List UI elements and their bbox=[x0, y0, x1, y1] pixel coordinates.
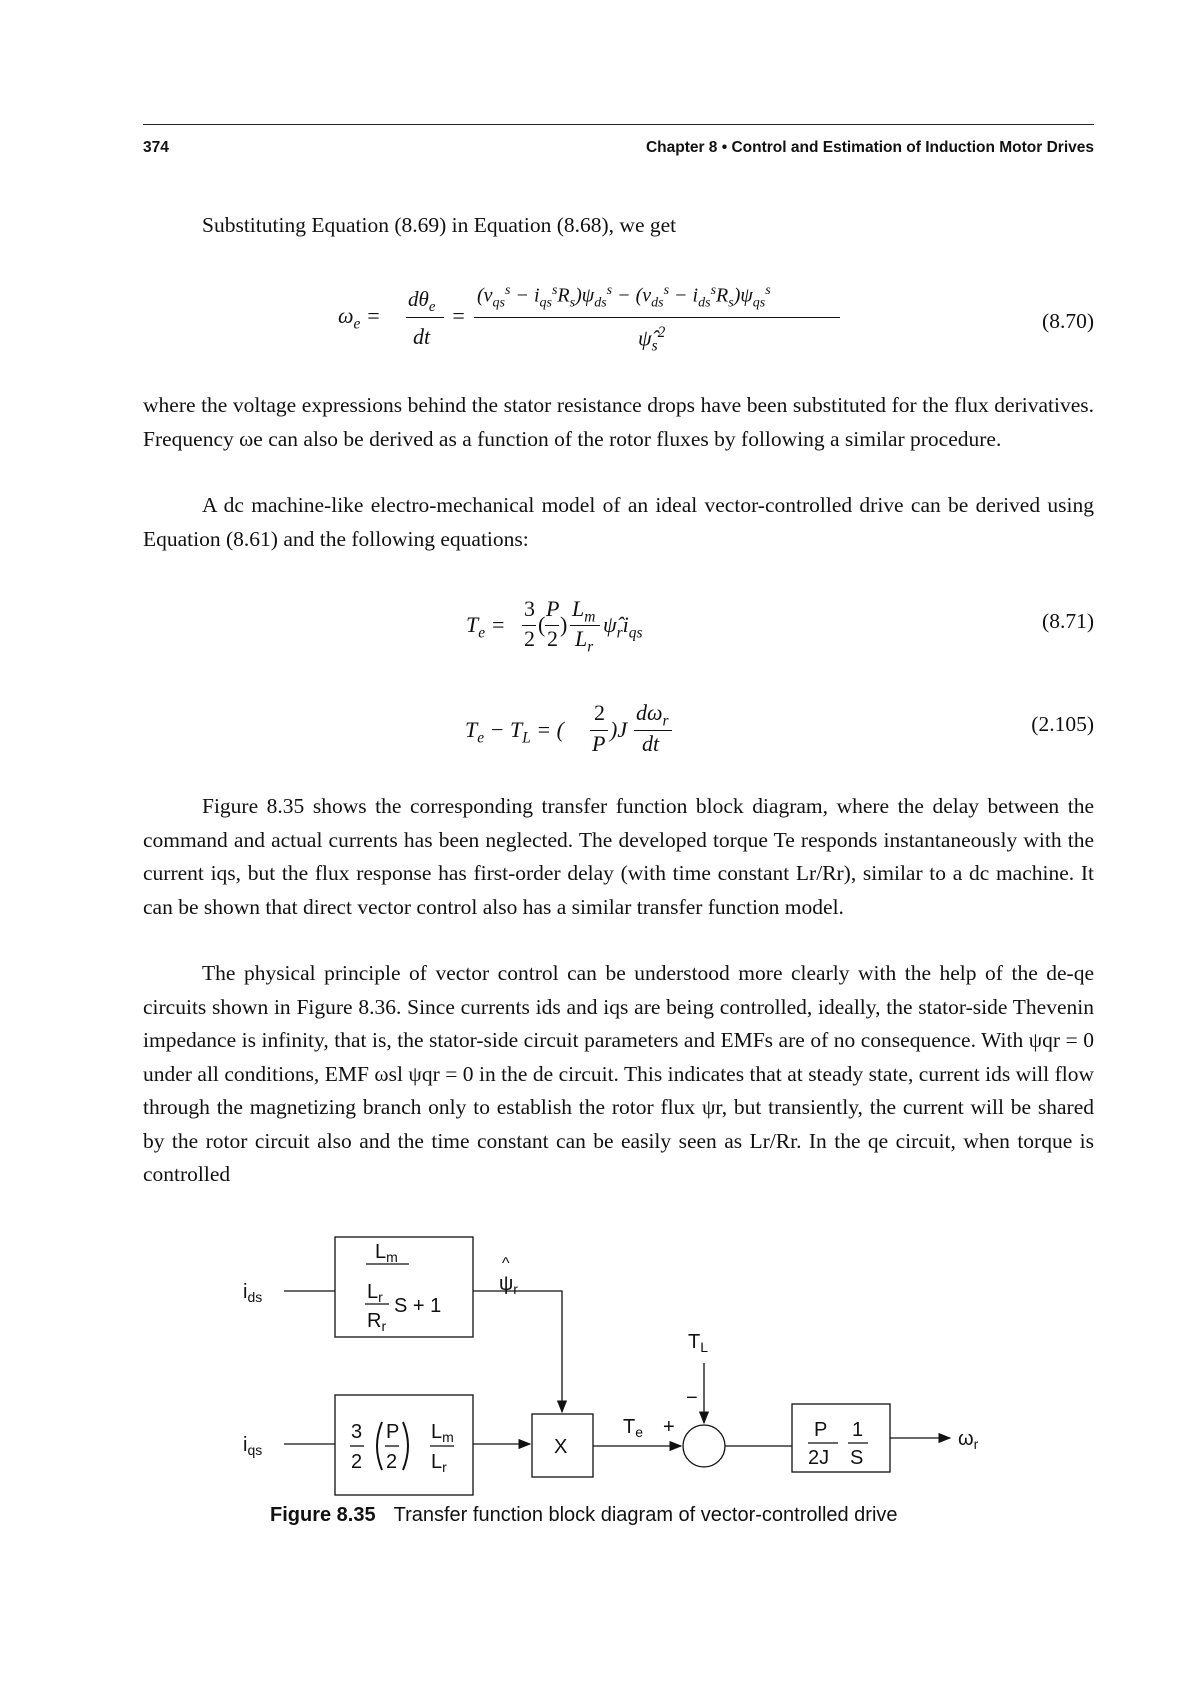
mech-block-p: P bbox=[814, 1419, 828, 1441]
flux-block-lr: $L_r$ bbox=[367, 1281, 383, 1305]
flux-block-s-term: S + 1 bbox=[394, 1295, 442, 1317]
torque-constant-block bbox=[335, 1395, 473, 1495]
output-label: $\omega_r$ bbox=[958, 1428, 979, 1452]
torque-block-3: 3 bbox=[351, 1421, 363, 1443]
page: 374 Chapter 8 • Control and Estimation of Induction Motor Drives Substituting Equation (8.69) in Equation (8.68), we get $\omega_e$ = $d\theta_e$ dt = $(v_{qs}^s - i_{qs}^sR_s)\psi_{ds}^s - (v_{ds}^s - i_{ds}^sR_s)\psi_{qs}^s$ $\psî_s^2$ (8.70) where the voltage expressions behind the stator resistance drops have been substituted for the flux derivatives. Frequency ωe can also be derived as a function of the rotor fluxes by following a similar procedure. A dc machine-like electro-mechanical model of an ideal vector-controlled drive can be derived using Equation (8.61) and the following equations: $T_e$ = 3 2 ( P 2 ) $L_m$ $L_r$ $\psî_ri_{qs}$ (8.71) $T_e - T_L$ = ( 2 P )J $d\omega_r$ dt (2.105) Figure 8.35 shows the corresponding transfer function block diagram, where the delay between the command and actual currents has been neglected. The developed torque Te responds instantaneously with the current iqs, but the flux response has first-order delay (with time constant Lr/Rr), similar to a dc machine. It can be shown that direct vector control also has a similar transfer function model. The physical principle of vector control can be understood more clearly with the help of the de-qe circuits shown in Figure 8.36. Since currents ids and iqs are being controlled, ideally, the stator-side Thevenin impedance is infinity, that is, the stator-side circuit parameters and EMFs are of no consequence. With ψqr = 0 under all conditions, EMF ωsl ψqr = 0 in the de circuit. This indicates that at steady state, current ids will flow through the magnetizing branch only to establish the rotor flux ψr, but transiently, the current will be shared by the rotor circuit also and the time constant can be easily seen as Lr/Rr. In the qe circuit, when torque is controlled $i_{ds}$ $i_{qs}$ $L_m$ $L_r$ S + 1 $R_r$ 3 2 P 2 $L_m$ $L_r$ X ^ $\psi_r$ $T_e$ + $T_L$ − P 2J 1 S $\omega_r$ Figure 8.35 Transfer function block diagram of vector-controlled drive bbox=[0, 0, 1190, 1684]
page-number: 374 bbox=[143, 139, 169, 156]
flux-block-numerator: $L_m$ bbox=[375, 1241, 398, 1265]
torque-block-lr: $L_r$ bbox=[431, 1451, 447, 1475]
lead-in-text: Substituting Equation (8.69) in Equation (8.68), we get bbox=[202, 213, 677, 237]
flux-block-rr: $R_r$ bbox=[367, 1310, 387, 1334]
mechanical-block bbox=[792, 1404, 890, 1472]
equation-number: (8.71) bbox=[1042, 609, 1094, 633]
torque-block-p: P bbox=[386, 1421, 400, 1443]
mech-block-1: 1 bbox=[852, 1419, 864, 1441]
multiplier-label: X bbox=[554, 1436, 568, 1458]
equation-number: (8.70) bbox=[1042, 309, 1094, 333]
running-title: Chapter 8 • Control and Estimation of Induction Motor Drives bbox=[645, 139, 1094, 156]
flux-label: $\psi_r$ bbox=[499, 1273, 518, 1297]
mech-block-s: S bbox=[850, 1447, 864, 1469]
tl-label: $T_L$ bbox=[688, 1331, 709, 1355]
torque-block-p2: 2 bbox=[386, 1451, 398, 1473]
torque-block-lm: $L_m$ bbox=[431, 1421, 454, 1445]
figure-caption bbox=[270, 1504, 898, 1527]
flux-transfer-block bbox=[335, 1237, 473, 1337]
paragraph-3: Figure 8.35 shows the corresponding transfer function block diagram, where the delay between the command and actual currents has been neglected. The developed torque Te responds instantaneously with the current iqs, but the flux response has first-order delay (with time constant Lr/Rr), similar to a dc machine. It can be shown that direct vector control also has a similar transfer function model. bbox=[143, 794, 1094, 919]
te-label: $T_e$ bbox=[623, 1416, 644, 1440]
figure-caption-label: Figure 8.35 bbox=[270, 1504, 376, 1526]
paragraph-2: A dc machine-like electro-mechanical model of an ideal vector-controlled drive can be derived using Equation (8.61) and the following equations: bbox=[143, 493, 1094, 551]
ids-label: $i_{ds}$ bbox=[243, 1281, 263, 1305]
figure-caption-text: Transfer function block diagram of vector-controlled drive bbox=[393, 1504, 898, 1526]
summing-junction bbox=[683, 1425, 725, 1467]
equation-number: (2.105) bbox=[1031, 712, 1094, 736]
minus-sign: − bbox=[686, 1387, 698, 1409]
torque-block-2: 2 bbox=[351, 1451, 363, 1473]
mech-block-2j: 2J bbox=[808, 1447, 830, 1469]
flux-hat: ^ bbox=[502, 1255, 510, 1272]
paragraph-4: The physical principle of vector control can be understood more clearly with the help of the de-qe circuits shown in Figure 8.36. Since currents ids and iqs are being controlled, ideally, the stator-side Thevenin impedance is infinity, that is, the stator-side circuit parameters and EMFs are of no consequence. With ψqr = 0 under all conditions, EMF ωsl ψqr = 0 in the de circuit. This indicates that at steady state, current ids will flow through the magnetizing branch only to establish the rotor flux ψr, but transiently, the current will be shared by the rotor circuit also and the time constant can be easily seen as Lr/Rr. In the qe circuit, when torque is controlled bbox=[143, 961, 1094, 1186]
plus-sign: + bbox=[663, 1416, 675, 1438]
iqs-label: $i_{qs}$ bbox=[243, 1434, 263, 1458]
paragraph-1: where the voltage expressions behind the stator resistance drops have been substituted for the flux derivatives. Frequency ωe can also be derived as a function of the rotor fluxes by following a similar procedure. bbox=[143, 393, 1094, 451]
